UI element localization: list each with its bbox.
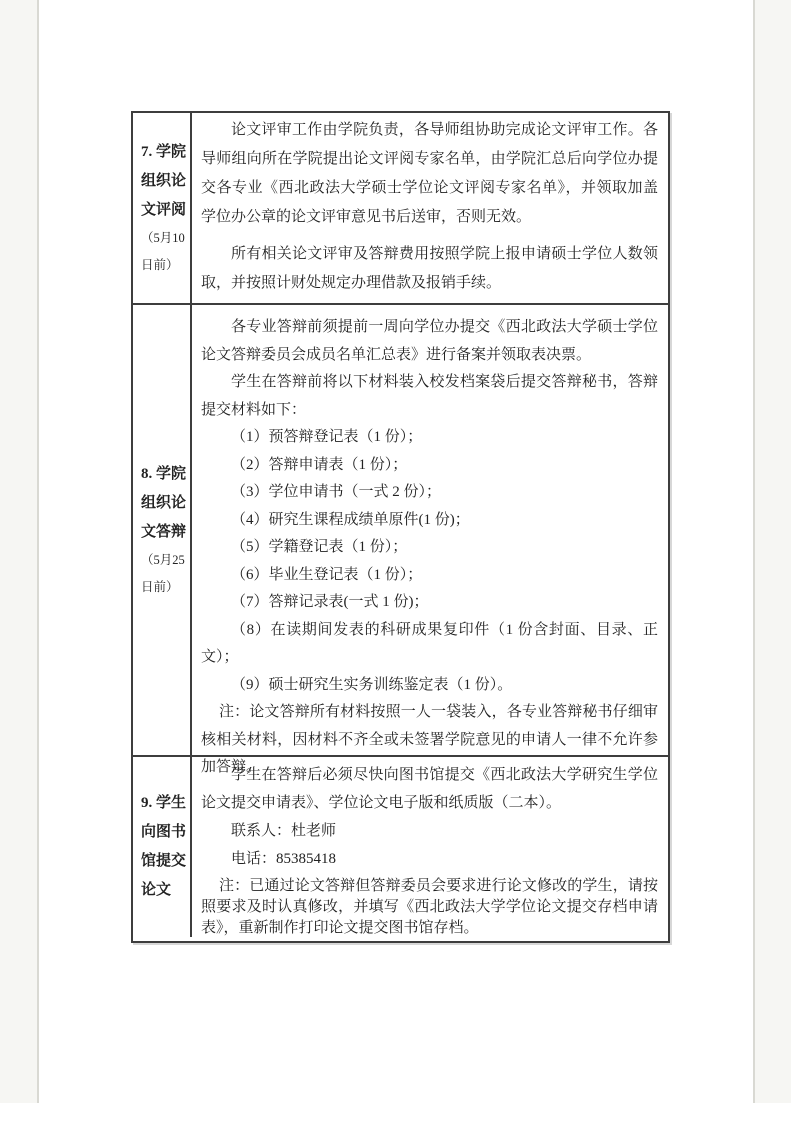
row-9-note: 注：已通过论文答辩但答辩委员会要求进行论文修改的学生，请按照要求及时认真修改，并填写《西北政法大学学位论文提交存档申请表》，重新制作打印论文提交图书馆存档。: [201, 878, 658, 936]
row-8-list-item: （9）硕士研究生实务训练鉴定表（1 份）。: [231, 676, 513, 693]
row-7-paragraph: 所有相关论文评审及答辩费用按照学院上报申请硕士学位人数领取，并按照计财处规定办理借款及报销手续。: [201, 246, 658, 291]
table-row-7: [133, 113, 668, 303]
row-9-content-cell: [192, 757, 668, 937]
row-9-contact-phone: 电话：85385418: [231, 851, 337, 867]
row-9-label-cell: [133, 757, 192, 937]
row-7-deadline: （5月10日前）: [141, 230, 185, 272]
row-7-paragraph: 论文评审工作由学院负责，各导师组协助完成论文评审工作。各导师组向所在学院提出论文评阅专家名单，由学院汇总后向学位办提交各专业《西北政法大学硕士学位论文评阅专家名单》，并领取加盖学位办公章的论文评审意见书后送审，否则无效。: [201, 122, 658, 225]
row-8-deadline: （5月25日前）: [141, 552, 185, 594]
row-8-paragraph: 各专业答辩前须提前一周向学位办提交《西北政法大学硕士学位论文答辩委员会成员名单汇总表》进行备案并领取表决票。: [201, 319, 658, 363]
row-8-content-cell: [192, 305, 668, 775]
row-8-list-item: （5）学籍登记表（1 份）；: [231, 539, 408, 555]
row-8-list-item: （2）答辩申请表（1 份）；: [231, 456, 408, 473]
row-8-note: 注：论文答辩所有材料按照一人一袋装入，各专业答辩秘书仔细审核相关材料，因材料不齐全或未签署学院意见的申请人一律不允许参加答辩。: [201, 704, 658, 775]
table-row-8: [133, 303, 668, 775]
row-8-label-cell: [133, 305, 192, 755]
row-8-list-item: （6）毕业生登记表（1 份）；: [231, 566, 423, 583]
table-row-9: [133, 755, 668, 937]
row-7-step-title: 7. 学院组织论文评阅: [141, 143, 187, 218]
row-8-paragraph: 学生在答辩前将以下材料装入校发档案袋后提交答辩秘书，答辩提交材料如下：: [201, 374, 658, 418]
row-8-step-title: 8. 学院组织论文答辩: [141, 465, 187, 540]
row-8-list-item: （1）预答辩登记表（1 份）；: [231, 429, 423, 445]
row-9-contact-person: 联系人：杜老师: [231, 823, 337, 839]
row-9-paragraph: 学生在答辩后必须尽快向图书馆提交《西北政法大学研究生学位论文提交申请表》、学位论文电子版和纸质版（二本）。: [201, 767, 658, 811]
row-8-list-item: （7）答辩记录表(一式 1 份)；: [231, 594, 429, 610]
procedure-table: [131, 111, 670, 943]
row-8-list-item: （4）研究生课程成绩单原件(1 份)；: [231, 511, 470, 528]
row-7-content-cell: [192, 113, 668, 303]
row-8-list-item: （8）在读期间发表的科研成果复印件（1 份含封面、目录、正文）；: [201, 621, 658, 665]
row-9-step-title: 9. 学生向图书馆提交论文: [141, 795, 187, 898]
row-7-label-cell: [133, 113, 192, 303]
row-8-list-item: （3）学位申请书（一式 2 份）；: [231, 484, 442, 500]
